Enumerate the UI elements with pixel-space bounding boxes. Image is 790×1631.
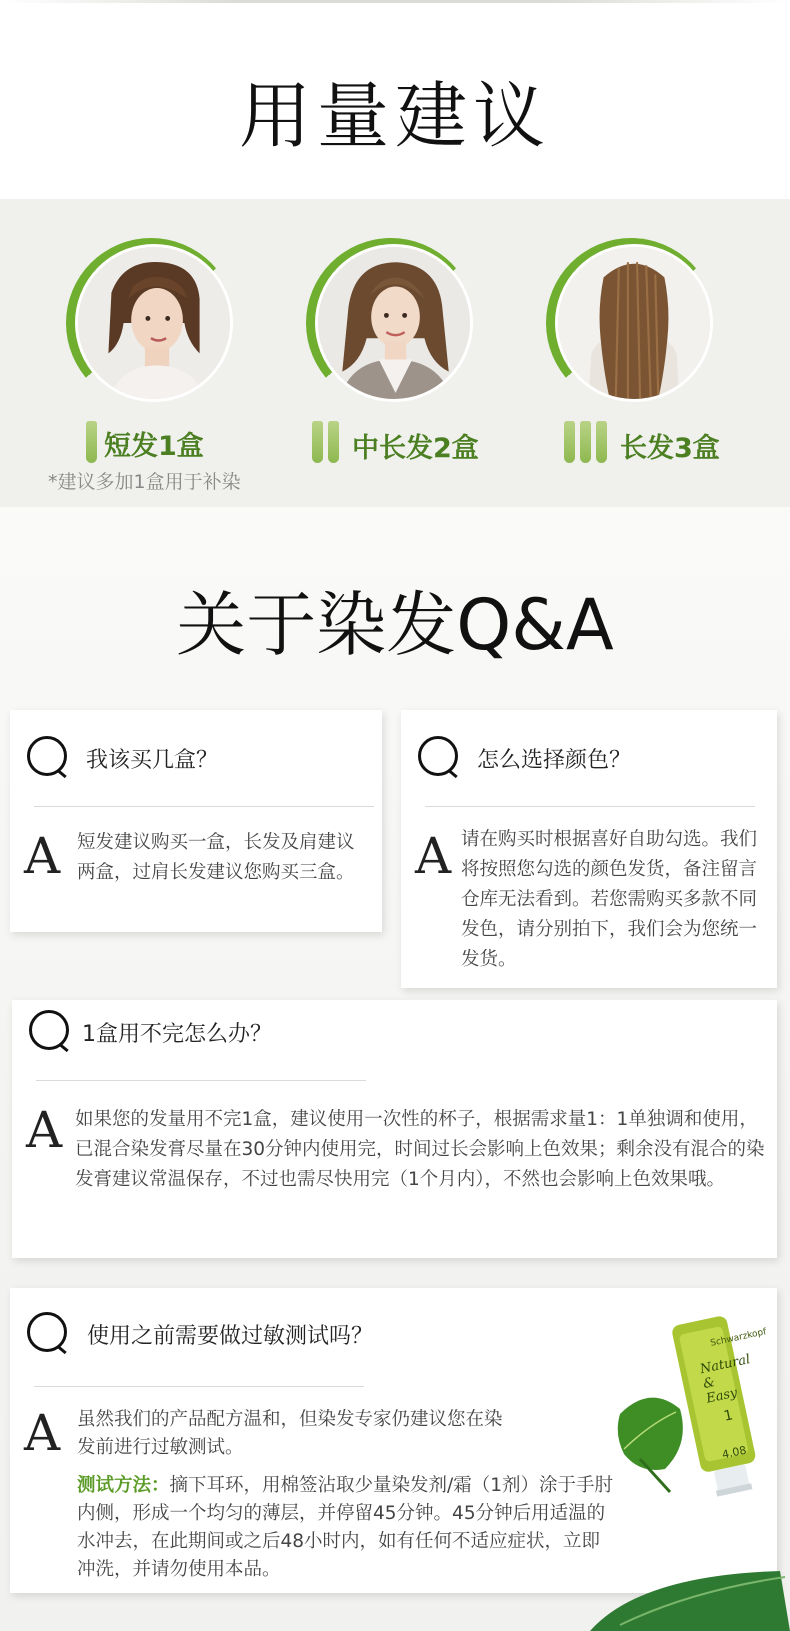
question-text: 怎么选择颜色？ [477,748,632,773]
qa-card-1 [10,710,382,932]
usage-label-short: 短发1盒 [104,431,204,462]
question-icon [418,736,458,776]
card-divider [34,1386,364,1387]
answer-icon: A [24,827,61,885]
short-hair-portrait [66,238,236,408]
long-hair-portrait [546,238,716,408]
qa-card-2 [401,710,777,988]
card-divider [36,1080,366,1081]
test-method [77,1472,617,1584]
tube-icon [86,421,97,463]
question-icon [29,1010,69,1050]
usage-title: 用量建议 [238,74,551,158]
top-divider [0,0,790,3]
test-method-label: 测试方法： [77,1475,170,1496]
leaf-decoration [580,1565,790,1631]
tube-icon [564,421,575,463]
answer-icon: A [24,1404,61,1462]
question-icon [27,1312,67,1352]
medium-hair-portrait [306,238,476,408]
product-name: Natural & Easy [698,1352,752,1407]
product-tube-number: 1 [722,1407,735,1425]
answer-text: 虽然我们的产品配方温和，但染发专家仍建议您在染发前进行过敏测试。 [77,1409,503,1458]
qa-card-3 [12,1000,777,1258]
answer-icon: A [26,1101,63,1159]
answer-icon: A [415,827,452,885]
product-brand: Schwarzkopf [709,1327,768,1349]
usage-label-long: 长发3盒 [620,433,720,464]
usage-note: *建议多加1盒用于补染 [48,471,241,493]
card-divider [425,806,755,807]
product-shade: 4.08 [720,1443,748,1462]
question-text: 我该买几盒？ [86,748,219,773]
qa-title: 关于染发Q&A [176,584,614,666]
qa-card-4 [10,1288,777,1593]
question-text: 使用之前需要做过敏测试吗？ [87,1324,374,1349]
question-icon [27,736,67,776]
usage-label-medium: 中长发2盒 [352,433,479,464]
tube-icon [596,421,607,463]
question-text: 1盒用不完怎么办？ [82,1022,272,1047]
tube-icon [580,421,591,463]
tube-icon [328,421,339,463]
answer-text: 如果您的发量用不完1盒，建议使用一次性的杯子，根据需求量1：1单独调和使用，已混合染发膏尽量在30分钟内使用完，时间过长会影响上色效果；剩余没有混合的染发膏建议常温保存，不过也需尽快用完（1个月内），不然也会影响上色效果哦。 [75,1109,765,1190]
answer-text: 短发建议购买一盒，长发及肩建议两盒，过肩长发建议您购买三盒。 [77,832,355,883]
test-method-text: 摘下耳环，用棉签沾取少量染发剂/霜（1剂）涂于手肘内侧，形成一个均匀的薄层，并停留45分钟。45分钟后用适温的水冲去，在此期间或之后48小时内，如有任何不适应症状，立即冲洗，并请勿使用本品。 [77,1475,614,1580]
card-divider [34,806,374,807]
answer-text: 请在购买时根据喜好自助勾选。我们将按照您勾选的颜色发货，备注留言仓库无法看到。若您需购买多款不同发色，请分别拍下，我们会为您统一发货。 [461,829,758,970]
tube-icon [312,421,323,463]
